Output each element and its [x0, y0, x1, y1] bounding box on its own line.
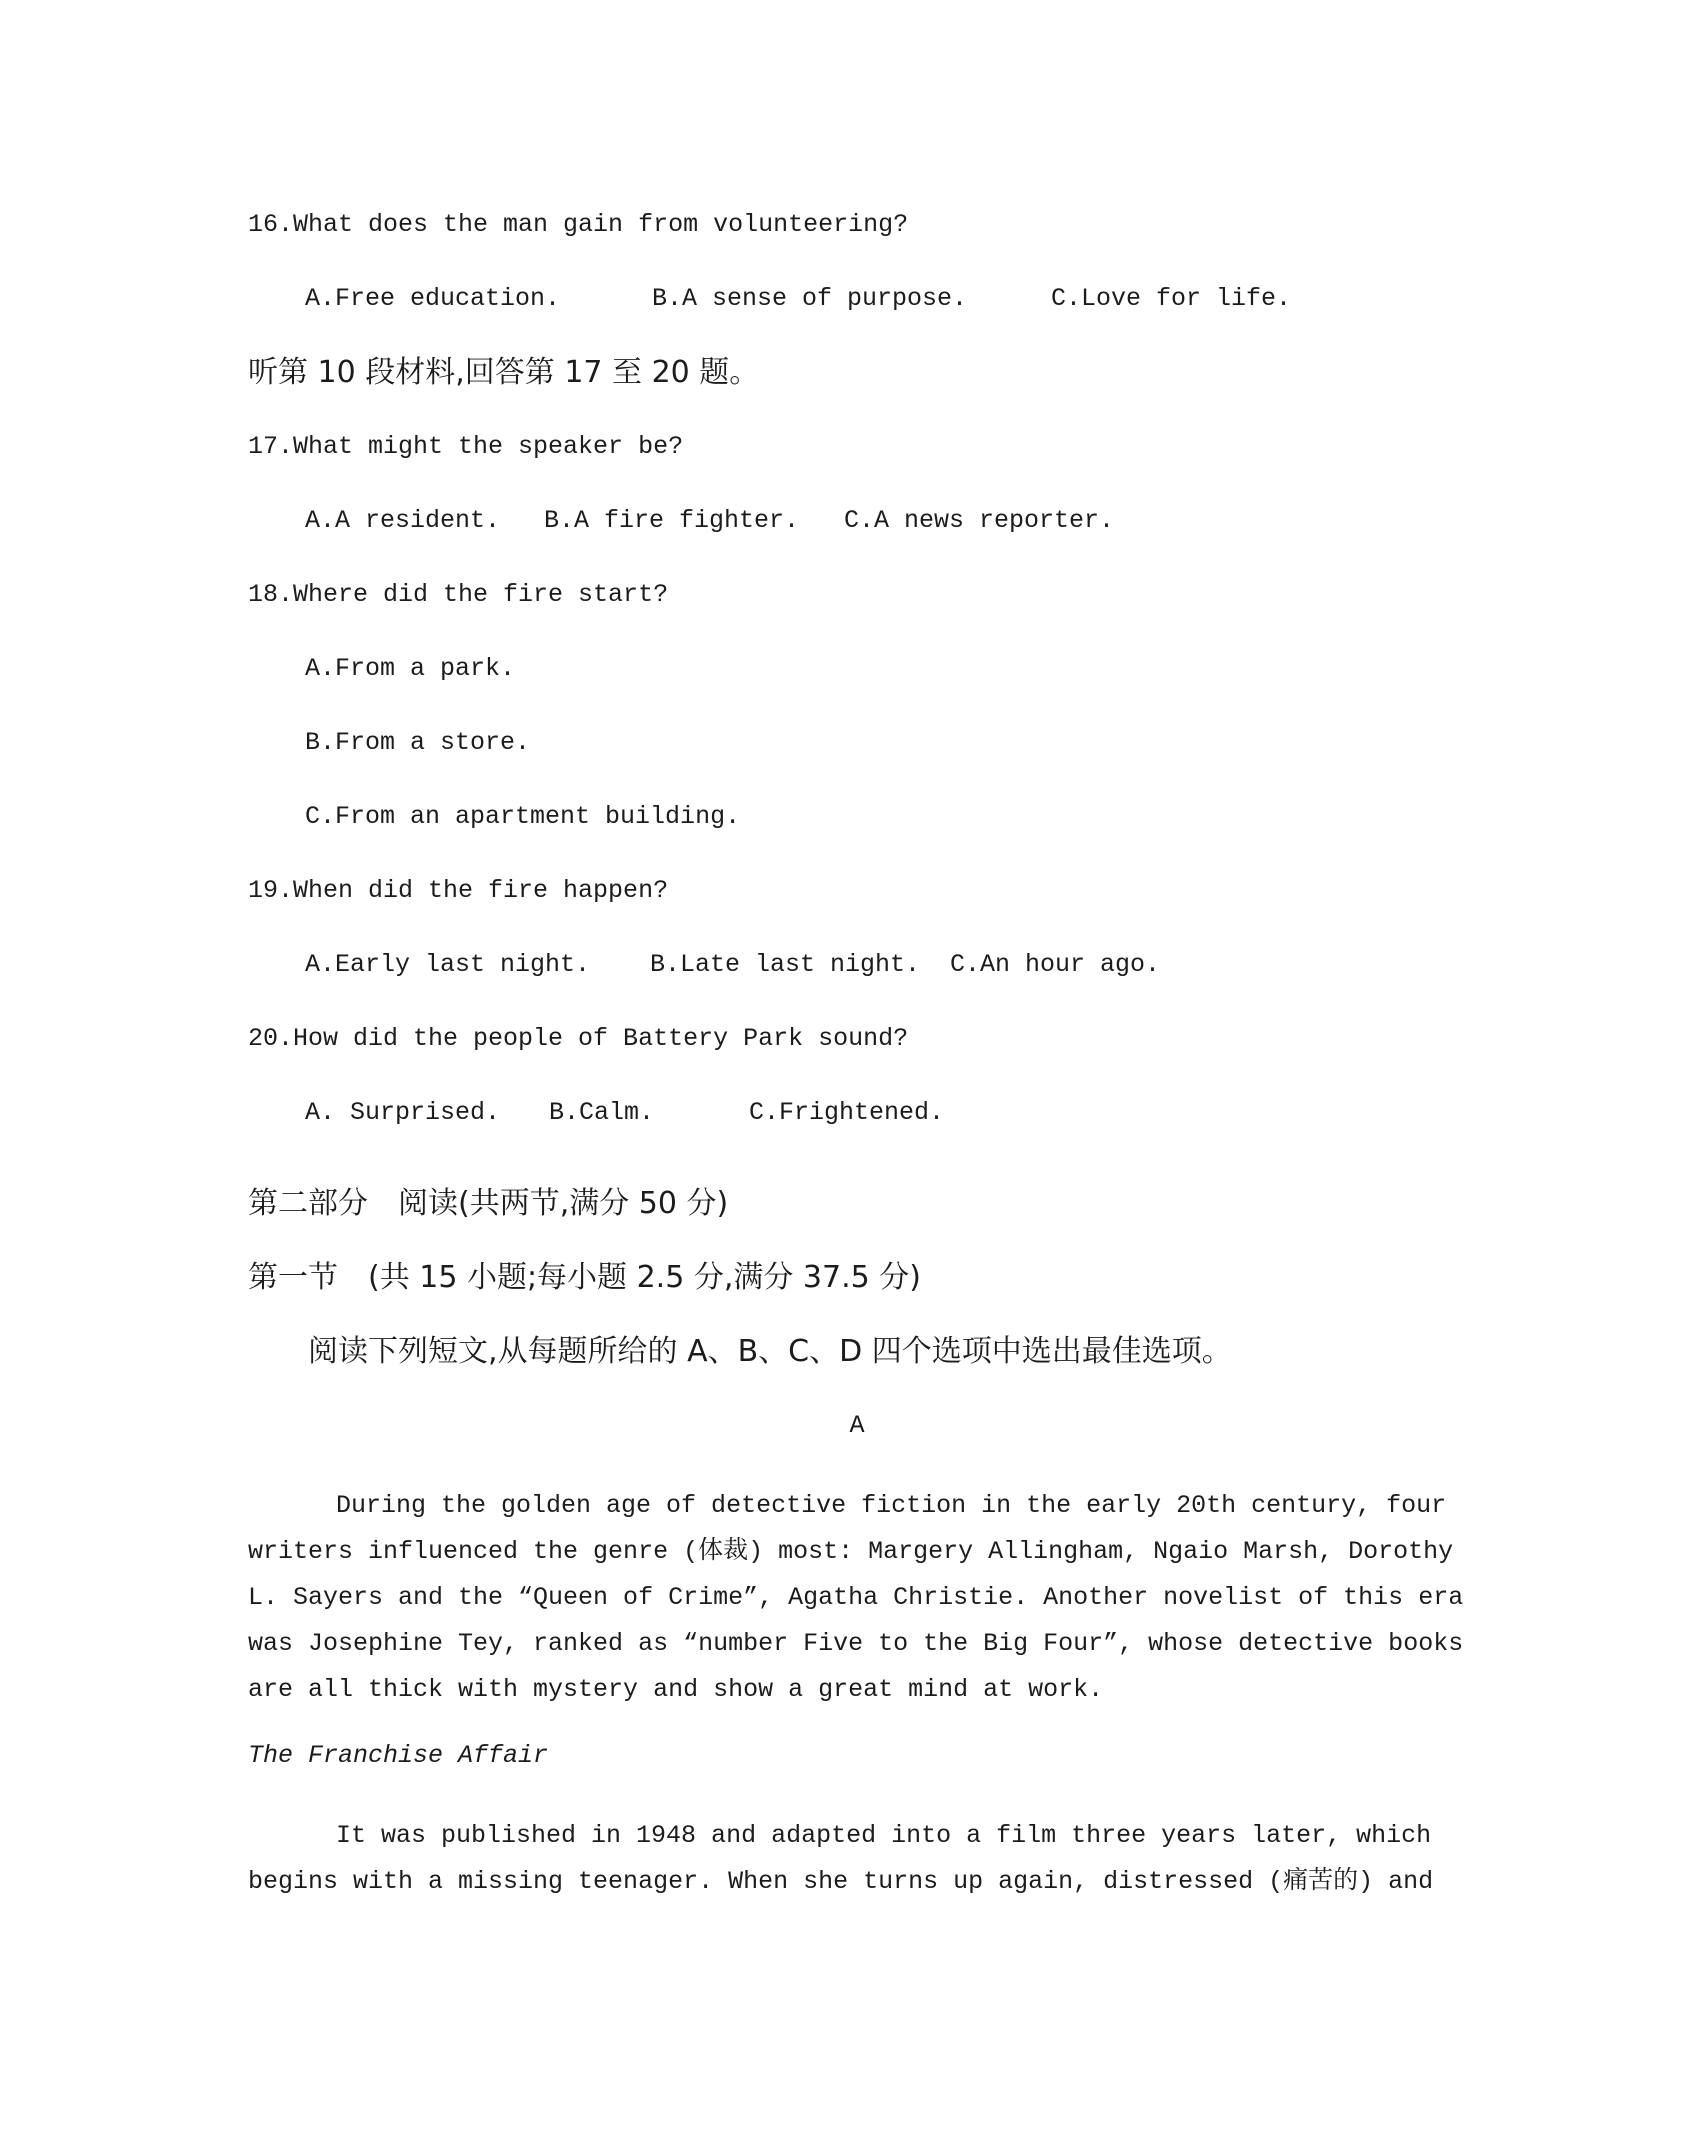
question-18-option-b: B.From a store. [305, 728, 531, 757]
question-17-option-a: A.A resident. [305, 506, 501, 535]
question-16-option-b: B.A sense of purpose. [652, 284, 968, 313]
question-16-option-a: A.Free education. [305, 284, 561, 313]
part2-header: 第二部分 阅读(共两节,满分 50 分) [248, 1186, 729, 1221]
question-18-option-c: C.From an apartment building. [305, 802, 741, 831]
question-18-text: 18.Where did the fire start? [248, 580, 669, 609]
section1-header: 第一节 (共 15 小题;每小题 2.5 分,满分 37.5 分) [248, 1260, 921, 1295]
passage-a-paragraph-2: It was published in 1948 and adapted into a film three years later, which begins with a missing teenager. When she turns up again, distressed (痛苦的) and [248, 1821, 1434, 1896]
question-16-text: 16.What does the man gain from volunteering? [248, 210, 909, 239]
question-17-option-c: C.A news reporter. [844, 506, 1115, 535]
question-17-text: 17.What might the speaker be? [248, 432, 684, 461]
question-19-text: 19.When did the fire happen? [248, 876, 669, 905]
question-17-option-b: B.A fire fighter. [544, 506, 800, 535]
question-19-option-c: C.An hour ago. [950, 950, 1161, 979]
passage-a-subtitle: The Franchise Affair [248, 1741, 549, 1770]
question-20-option-b: B.Calm. [549, 1098, 655, 1127]
question-19-option-b: B.Late last night. [650, 950, 921, 979]
question-20-option-a: A. Surprised. [305, 1098, 501, 1127]
passage-a-label: A [849, 1411, 865, 1440]
question-18-option-a: A.From a park. [305, 654, 516, 683]
reading-instruction: 阅读下列短文,从每题所给的 A、B、C、D 四个选项中选出最佳选项。 [308, 1334, 1232, 1369]
listening-note: 听第 10 段材料,回答第 17 至 20 题。 [248, 355, 760, 390]
question-19-options-row [305, 948, 1466, 982]
question-20-options-row [305, 1096, 1466, 1130]
question-16-option-c: C.Love for life. [1051, 284, 1292, 313]
question-17-options-row [305, 504, 1466, 538]
question-20-text: 20.How did the people of Battery Park sound? [248, 1024, 909, 1053]
question-16-options-row [305, 282, 1466, 316]
question-19-option-a: A.Early last night. [305, 950, 591, 979]
passage-a-paragraph-1: During the golden age of detective fiction in the early 20th century, four writers influenced the genre (体裁) most: Margery Allingham, Ngaio Marsh, Dorothy L. Sayers and the “Queen of Crime”, Agatha Christie. Another novelist of this era was Josephine Tey, ranked as “number Five to the Big Four”, whose detective books are all thick with mystery and show a great mind at work. [248, 1491, 1464, 1704]
question-20-option-c: C.Frightened. [749, 1098, 945, 1127]
